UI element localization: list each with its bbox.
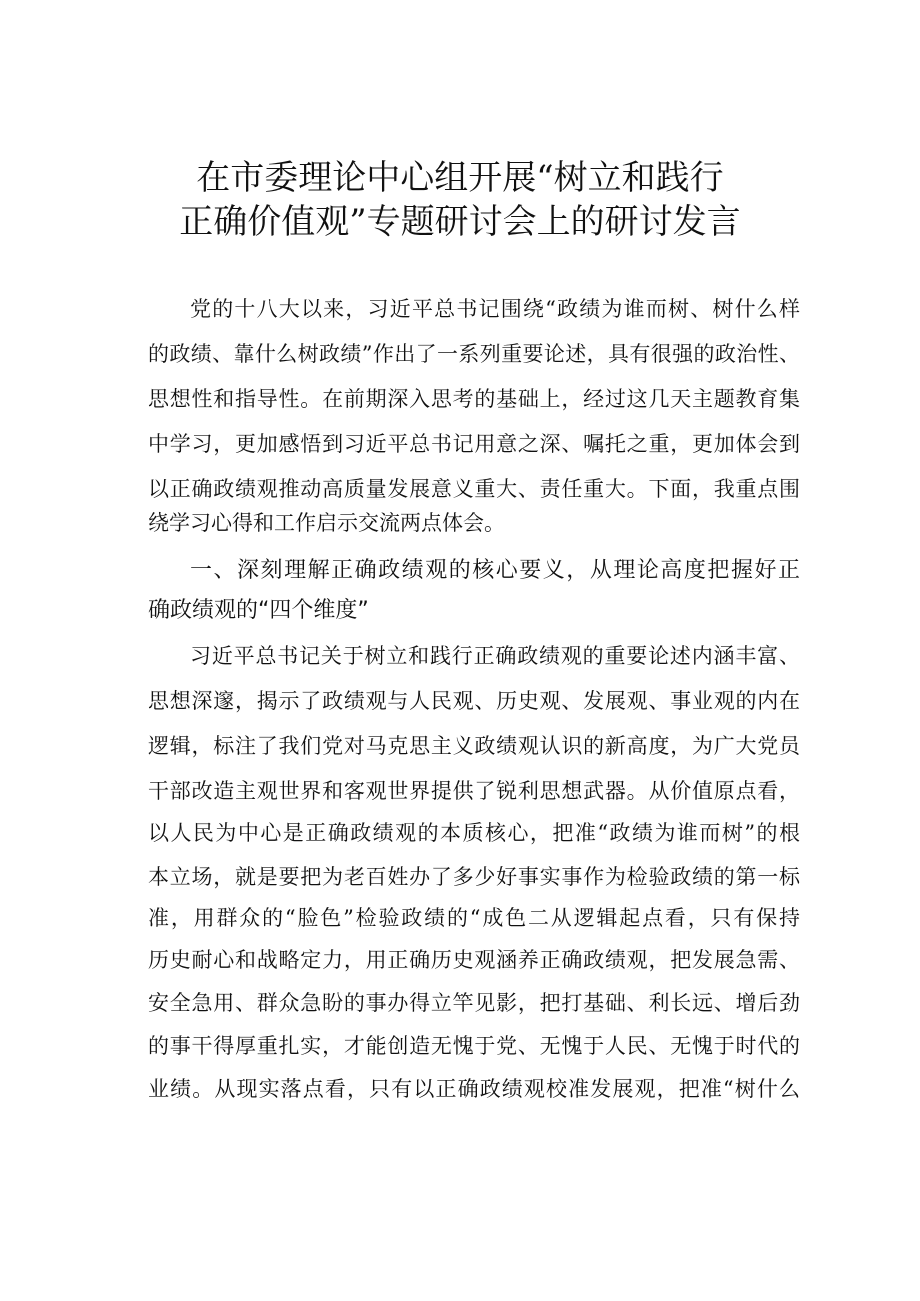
document-title-line-2: 正确价值观”专题研讨会上的研讨发言: [179, 202, 741, 242]
section1-body-line-3: 逻辑，标注了我们党对马克思主义政绩观认识的新高度，为广大党员: [148, 734, 800, 758]
section1-body-line-2: 思想深邃，揭示了政绩观与人民观、历史观、发展观、事业观的内在: [148, 689, 800, 713]
section1-body-line-1: 习近平总书记关于树立和践行正确政绩观的重要论述内涵丰富、: [190, 644, 800, 668]
intro-line-2: 的政绩、靠什么树政绩”作出了一系列重要论述，具有很强的政治性、: [148, 342, 800, 366]
section1-body-line-4: 干部改造主观世界和客观世界提供了锐利思想武器。从价值原点看，: [148, 779, 800, 803]
section1-body-line-7: 准，用群众的“脸色”检验政绩的“成色二从逻辑起点看，只有保持: [148, 906, 800, 930]
section1-body-line-10: 的事干得厚重扎实，才能创造无愧于党、无愧于人民、无愧于时代的: [148, 1034, 800, 1058]
intro-line-4: 中学习，更加感悟到习近平总书记用意之深、嘱托之重，更加体会到: [148, 432, 800, 456]
intro-line-5: 以正确政绩观推动高质量发展意义重大、责任重大。下面，我重点围: [148, 477, 800, 501]
intro-line-3: 思想性和指导性。在前期深入思考的基础上，经过这几天主题教育集: [148, 387, 800, 411]
section1-body-line-11: 业绩。从现实落点看，只有以正确政绩观校准发展观，把准“树什么: [148, 1077, 800, 1101]
intro-line-6: 绕学习心得和工作启示交流两点体会。: [148, 511, 505, 535]
section1-heading-line-2: 确政绩观的“四个维度”: [148, 598, 369, 623]
section1-body-line-9: 安全急用、群众急盼的事办得立竿见影，把打基础、利长远、增后劲: [148, 991, 800, 1015]
section1-body-line-5: 以人民为中心是正确政绩观的本质核心，把准“政绩为谁而树”的根: [148, 821, 800, 845]
document-title-line-1: 在市委理论中心组开展“树立和践行: [196, 158, 724, 198]
intro-line-1: 党的十八大以来，习近平总书记围绕“政绩为谁而树、树什么样: [190, 297, 800, 321]
section1-body-line-8: 历史耐心和战略定力，用正确历史观涵养正确政绩观，把发展急需、: [148, 948, 800, 972]
section1-heading-line-1: 一、深刻理解正确政绩观的核心要义，从理论高度把握好正: [190, 558, 800, 583]
section1-body-line-6: 本立场，就是要把为老百姓办了多少好事实事作为检验政绩的第一标: [148, 865, 800, 889]
